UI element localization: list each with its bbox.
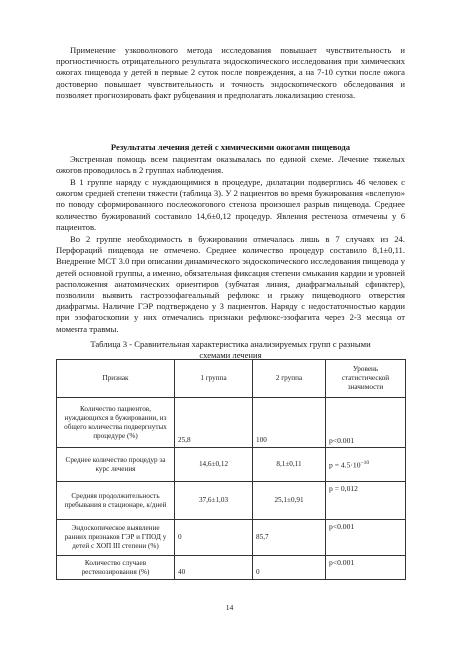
row-label: Эндоскопическое выявление ранних признаков ГЭР и ГПОД у детей с ХОП III степени (%) (57, 520, 175, 556)
comparison-table (56, 359, 406, 580)
header-group-1: 1 группа (175, 360, 253, 398)
group-1-value: 25,8 (175, 398, 253, 448)
row-label: Количество случаев рестенозирования (%) (57, 556, 175, 580)
table-caption-line-2: схемами лечения (199, 350, 262, 360)
intro-paragraph: Применение узковолнового метода исследования повышает чувствительность и прогностичность отрицательного результата эндоскопического исследования при химических ожогах пищевода у детей в первые 2 суток после повреждения, а на 7-10 сутки после ожога достоверно повышает чувствительность и точность эндоскопического обследования и позволяет прогнозировать факт рубцевания и предполагать локализацию стеноза. (56, 45, 405, 100)
p-value: p<0.001 (326, 398, 406, 448)
p-value: p<0.001 (326, 520, 406, 556)
p-value-text: p = 4.5·10 (329, 460, 361, 470)
group-2-value: 0 (253, 556, 326, 580)
header-feature: Признак (57, 360, 175, 398)
table-caption-line-1: Таблица 3 - Сравнительная характеристика анализируемых групп с разными (90, 339, 371, 349)
group-2-value: 100 (253, 398, 326, 448)
p-value-exponent: −10 (360, 460, 370, 467)
row-label: Средняя продолжительность пребывания в стационаре, к/дней (57, 482, 175, 520)
group-1-value: 0 (175, 520, 253, 556)
table-row (57, 448, 406, 482)
table-header-row (57, 360, 406, 398)
page-number: 14 (225, 603, 234, 612)
table-caption (56, 339, 405, 361)
group-1-value: 14,6±0,12 (175, 448, 253, 482)
section-title: Результаты лечения детей с химическими ожогами пищевода (110, 142, 351, 152)
p-value (326, 448, 406, 482)
group-1-value: 37,6±1,03 (175, 482, 253, 520)
p-value: p<0.001 (326, 556, 406, 580)
paragraph-1: Экстренная помощь всем пациентам оказывалась по единой схеме. Лечение тяжелых ожогов проводилось в 2 группах наблюдения. (56, 154, 405, 176)
table-row (57, 520, 406, 556)
p-value: p = 0,012 (326, 482, 406, 520)
header-significance: Уровень статистической значимости (326, 360, 406, 398)
group-2-value: 8,1±0,11 (253, 448, 326, 482)
paragraph-2: В 1 группе наряду с нуждающимися в процедуре, дилатации подверглись 46 человек с ожогом средней степени тяжести (таблица 3). У 2 пациентов во время бужирования «вслепую» по поводу сформированного послеожогового стеноза произошел разрыв пищевода. Среднее количество бужирований составило 14,6±0,12 процедур. Явления рестеноза отмечены у 6 пациентов. (56, 177, 405, 232)
group-2-value: 25,1±0,91 (253, 482, 326, 520)
table-row (57, 482, 406, 520)
group-1-value: 40 (175, 556, 253, 580)
table-row (57, 398, 406, 448)
row-label: Среднее количество процедур за курс лечения (57, 448, 175, 482)
header-group-2: 2 группа (253, 360, 326, 398)
table-row (57, 556, 406, 580)
row-label: Количество пациентов, нуждающихся в бужировании, из общего количества подвергнутых процедуре (%) (57, 398, 175, 448)
group-2-value: 85,7 (253, 520, 326, 556)
paragraph-3: Во 2 группе необходимость в бужировании отмечалась лишь в 7 случаях из 24. Перфораций пищевода не отмечено. Среднее количество процедур составило 8,1±0,11. Внедрение МСТ 3.0 при описании динамического эндоскопического исследования пищевода у детей основной группы, а именно, обязательная фиксация степени смыкания кардии и уровней расположения анатомических ориентиров (зубчатая линия, диафрагмальный сфинктер), позволили выявить гастроэзофагеальный рефлюкс и грыжу пищеводного отверстия диафрагмы. Наличие ГЭР подтверждено у 3 пациентов. Наряду с недостаточностью кардии при эзофагоскопии у них отмечались признаки рефлюкс-эзофагита через 2-3 месяца от момента травмы. (56, 234, 405, 334)
